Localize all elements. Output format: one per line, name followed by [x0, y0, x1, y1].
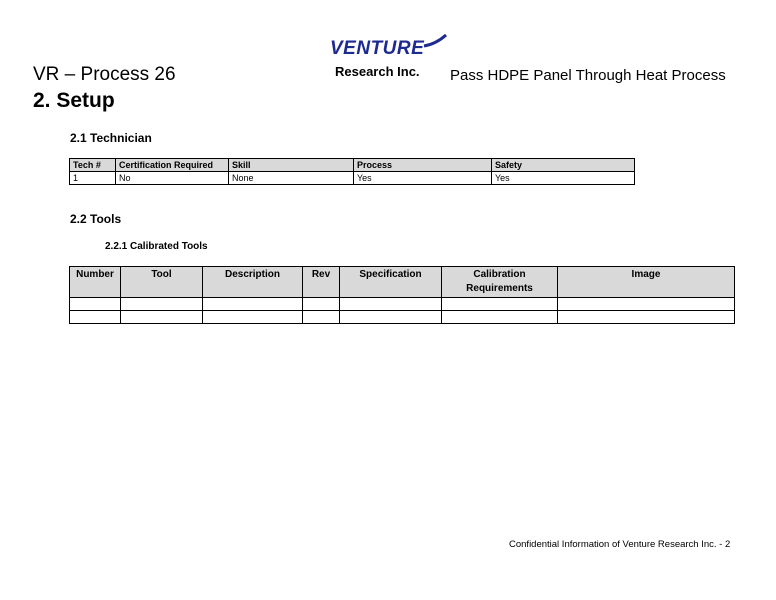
page-footer: Confidential Information of Venture Research Inc. - 2: [509, 539, 731, 550]
tools-heading: 2.2 Tools: [70, 212, 122, 226]
company-logo: [326, 34, 450, 80]
document-id: VR – Process 26: [33, 64, 176, 85]
table-cell: [558, 311, 735, 324]
table-header-row: [70, 159, 635, 172]
column-header: Tech #: [70, 159, 116, 172]
table-cell: [303, 311, 340, 324]
logo-swoosh-icon: [422, 34, 448, 48]
table-cell: [442, 311, 558, 324]
table-cell: [558, 298, 735, 311]
table-row: [70, 298, 735, 311]
column-header: Image: [558, 267, 735, 298]
column-header: Skill: [229, 159, 354, 172]
table-cell: [203, 298, 303, 311]
logo-wordmark: VENTURE: [330, 38, 425, 59]
table-row: [70, 311, 735, 324]
table-cell: [121, 311, 203, 324]
calibrated-tools-heading: 2.2.1 Calibrated Tools: [105, 241, 208, 252]
calibrated-tools-table: [69, 266, 735, 324]
column-header: Rev: [303, 267, 340, 298]
table-header-row: [70, 267, 735, 298]
section-title: 2. Setup: [33, 89, 115, 112]
column-header: Process: [354, 159, 492, 172]
technician-heading: 2.1 Technician: [70, 131, 152, 145]
table-cell: [442, 298, 558, 311]
table-cell: [340, 298, 442, 311]
table-cell: Yes: [354, 172, 492, 185]
table-cell: [340, 311, 442, 324]
table-cell: 1: [70, 172, 116, 185]
column-header: Tool: [121, 267, 203, 298]
table-cell: [70, 298, 121, 311]
column-header: Specification: [340, 267, 442, 298]
column-header: Calibration Requirements: [442, 267, 558, 298]
table-cell: [121, 298, 203, 311]
logo-subtitle: Research Inc.: [335, 64, 420, 79]
column-header: Number: [70, 267, 121, 298]
table-cell: [70, 311, 121, 324]
column-header: Safety: [492, 159, 635, 172]
table-cell: Yes: [492, 172, 635, 185]
column-header: Description: [203, 267, 303, 298]
column-header: Certification Required: [116, 159, 229, 172]
table-cell: No: [116, 172, 229, 185]
technician-table: [69, 158, 635, 185]
table-cell: None: [229, 172, 354, 185]
table-row: [70, 172, 635, 185]
table-cell: [203, 311, 303, 324]
document-title: Pass HDPE Panel Through Heat Process: [450, 67, 726, 84]
table-cell: [303, 298, 340, 311]
